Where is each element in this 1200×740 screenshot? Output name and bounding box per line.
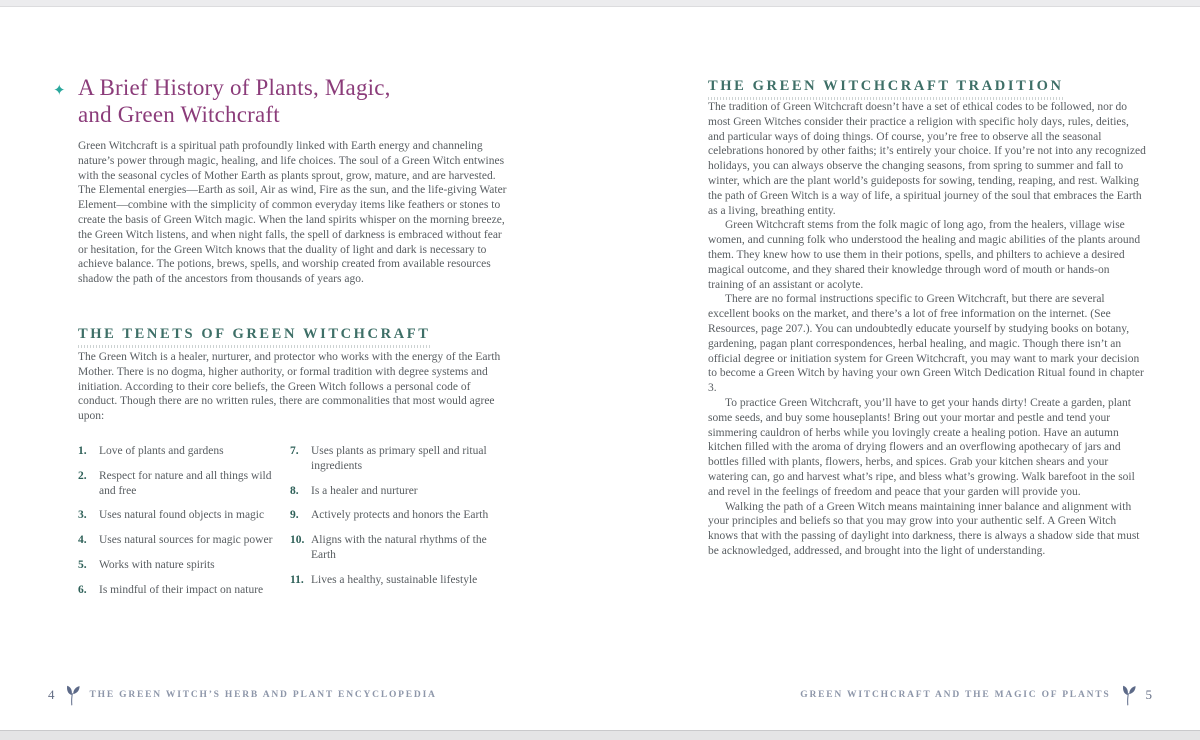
list-item-text: Love of plants and gardens — [99, 445, 224, 457]
list-item-text: Uses natural sources for magic power — [99, 534, 273, 547]
running-head-left: THE GREEN WITCH’S HERB AND PLANT ENCYCLOPEDIA — [89, 690, 437, 700]
intro-paragraph: Green Witchcraft is a spiritual path profoundly linked with Earth energy and channeling nature’s power through magic, healing, and life choices. The soul of a Green Witch entwines with the seasonal cycles of Mother Earth as plants sprout, grow, mature, and are harvested. The Elemental energies—Earth as soil, Air as wind, Fire as the sun, and the life-giving Water Element—combine with the simplicity of common everyday items like feathers or stones to create the basis of Green Witch magic. When the land spirits whisper on the morning breeze, the Green Witch listens, and when night falls, the spell of darkness is embraced without fear or hesitation, for the Green Witch knows that the duality of light and dark is necessary to achieve balance. The potions, brews, spells, and worship created from available resources shadow the path of the ancestors from thousands of years ago. — [78, 140, 507, 286]
page-number-left: 4 — [48, 687, 55, 702]
body-paragraph: The tradition of Green Witchcraft doesn’t have a set of ethical codes to be followed, nor do most Green Witches consider their practice a religion with specific holy days, rules, deities, and particular ways of doing things. Of course, you’re free to observe all the seasonal celebrations honored by other faiths; it’s entirely your choice. If you’re not into any recognized holidays, you can always observe the changing seasons, from spring to summer and fall to winter, which are the plant world’s guideposts for sowing, tending, reaping, and rest. Walking the path of Green Witch is a way of life, a spiritual journey of the soul that embraces the Earth as a living, breathing entity. — [708, 101, 1146, 217]
list-item — [290, 508, 514, 523]
list-item-number: 2. — [78, 469, 87, 482]
leaf-sprig-icon — [1120, 683, 1137, 707]
list-item-number: 10. — [290, 534, 305, 547]
heading-rule — [78, 345, 431, 348]
left-page-footer — [48, 682, 437, 708]
body-paragraph: Walking the path of a Green Witch means maintaining inner balance and alignment with your principles and beliefs so that you may grow into your authentic self. A Green Witch knows that with the passing of daylight into darkness, there is always a shadow side that must be acknowledged, addressed, and brought into the light of understanding. — [708, 500, 1140, 557]
list-item — [290, 484, 514, 499]
list-item — [290, 533, 514, 563]
chapter-title — [53, 74, 538, 128]
list-item-text: Is a healer and nurturer — [311, 484, 418, 497]
list-item-number: 6. — [78, 583, 87, 596]
page-bottom-edge — [0, 730, 1200, 740]
list-item-number: 4. — [78, 534, 87, 547]
list-item-number: 7. — [290, 445, 299, 457]
tenets-column-1 — [78, 444, 290, 608]
list-item-number: 8. — [290, 484, 299, 497]
list-item — [290, 444, 514, 474]
tenets-column-2 — [290, 444, 514, 608]
body-paragraph: To practice Green Witchcraft, you’ll have to get your hands dirty! Create a garden, plant some seeds, and buy some houseplants! Bring out your mortar and pestle and tend your simmering cauldron of herbs while you lovingly create a healing potion. Have an autumn kitchen filled with the aroma of drying flowers and an overflowing apothecary of jars and bottles filled with plants, flowers, herbs, and spices. Grab your kitchen shears and your watering can, go and harvest what’s ripe, and bless what’s growing. Walk barefoot in the soil and revel in the feelings of freedom and peace that your garden will provide you. — [708, 396, 1135, 498]
tenets-intro-paragraph: The Green Witch is a healer, nurturer, and protector who works with the energy of the Earth Mother. There is no dogma, higher authority, or formal tradition with degree systems and initiation. According to their core beliefs, the Green Witch follows a personal code of conduct. Though there are no written rules, there are commonalities that most would agree upon: — [78, 351, 501, 423]
list-item — [78, 583, 290, 598]
page-top-edge — [0, 0, 1200, 7]
list-item-text: Works with nature spirits — [99, 558, 215, 571]
tenets-section-heading — [78, 325, 431, 348]
chapter-title-line2: and Green Witchcraft — [78, 102, 280, 127]
list-item-text: Actively protects and honors the Earth — [311, 509, 489, 522]
running-head-right: GREEN WITCHCRAFT AND THE MAGIC OF PLANTS — [800, 690, 1111, 700]
list-item-text: Aligns with the natural rhythms of the Earth — [311, 534, 487, 561]
body-paragraph: There are no formal instructions specific to Green Witchcraft, but there are several excellent books on the market, and there’s a lot of free information on the internet. (See Resources, page 207.). You can undoubtedly educate yourself by studying books on botany, gardening, pagan plant correspondences, herbal healing, and magic. Though there isn’t an official degree or initiation system for Green Witchcraft, you may want to mark your decision to become a Green Witch by having your own Green Witch Dedication Ritual found in chapter 3. — [708, 293, 1144, 395]
body-paragraph: Green Witchcraft stems from the folk magic of long ago, from the healers, village wise women, and cunning folk who understood the healing and magic abilities of the plants around them. They knew how to use them in their potions, spells, and philters to achieve a desired magical outcome, and they shared their knowledge through word of mouth or hands-on training of an assistant or acolyte. — [708, 219, 1141, 291]
list-item — [78, 444, 290, 459]
list-item-number: 3. — [78, 509, 87, 522]
right-page-footer — [800, 682, 1152, 708]
tradition-heading-text: THE GREEN WITCHCRAFT TRADITION — [708, 78, 1064, 94]
page-number-right: 5 — [1145, 687, 1152, 702]
list-item-number: 9. — [290, 509, 299, 522]
tenets-list — [78, 444, 514, 608]
list-item — [78, 469, 290, 499]
list-item-number: 5. — [78, 558, 87, 571]
tenets-heading-text: THE TENETS OF GREEN WITCHCRAFT — [78, 326, 431, 342]
list-item — [78, 508, 290, 523]
list-item — [78, 533, 290, 548]
list-item-number: 11. — [290, 573, 304, 586]
leaf-sprig-icon — [64, 683, 81, 707]
chapter-title-line1: A Brief History of Plants, Magic, — [78, 75, 391, 100]
tradition-body — [708, 100, 1148, 559]
tradition-section-heading — [708, 77, 1064, 100]
list-item-number: 1. — [78, 445, 87, 457]
list-item-text: Respect for nature and all things wild and free — [99, 469, 272, 497]
list-item — [78, 558, 290, 573]
list-item — [290, 573, 514, 588]
list-item-text: Lives a healthy, sustainable lifestyle — [311, 573, 478, 586]
list-item-text: Uses natural found objects in magic — [99, 509, 265, 522]
list-item-text: Is mindful of their impact on nature — [99, 583, 264, 596]
list-item-text: Uses plants as primary spell and ritual ingredients — [311, 445, 487, 472]
sparkle-icon: ✦ — [53, 81, 66, 99]
